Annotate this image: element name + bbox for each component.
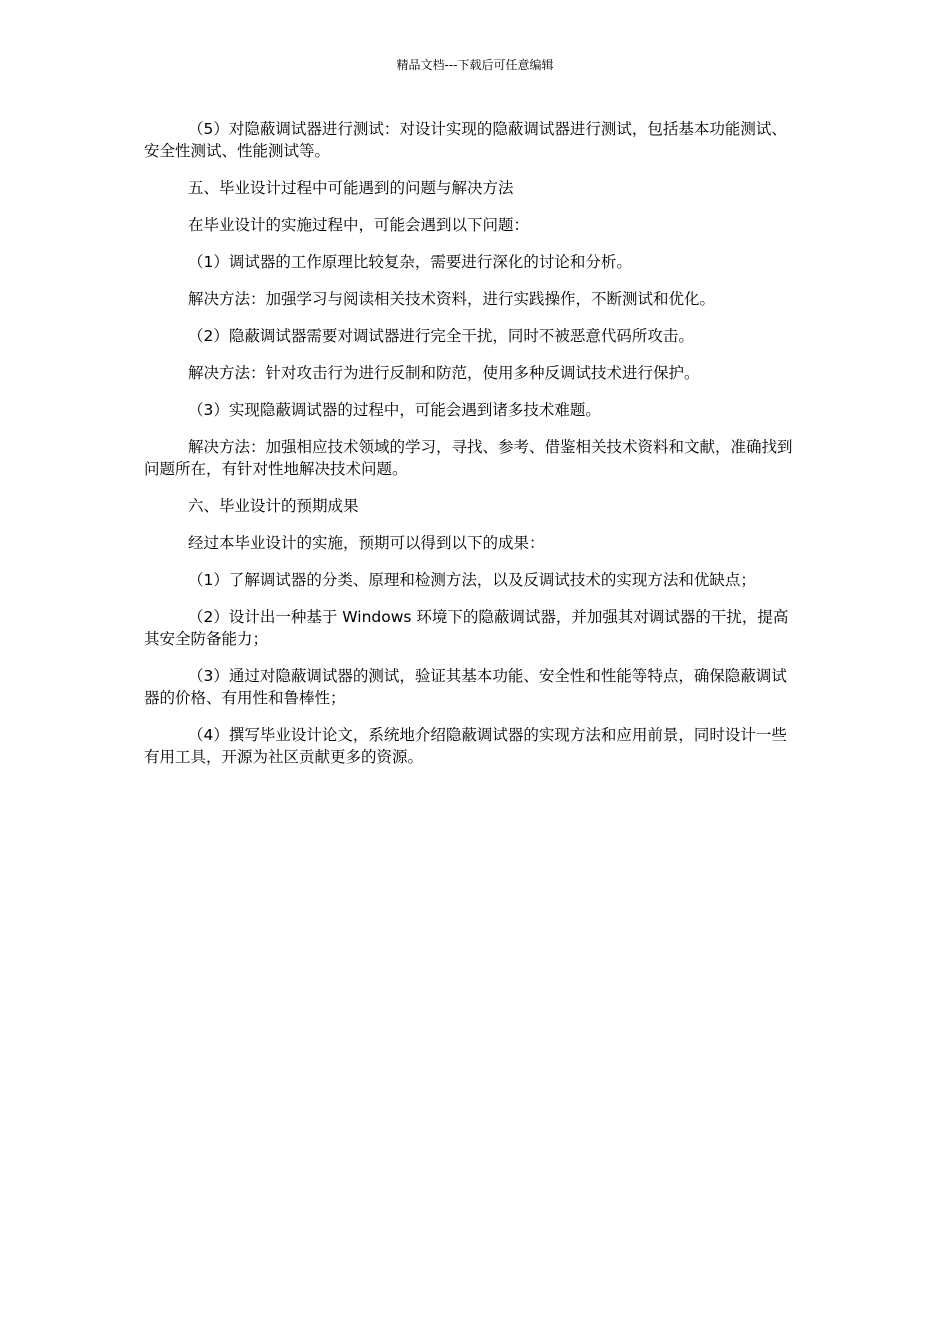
section-heading-outcomes: 六、毕业设计的预期成果 [188,497,359,515]
outcome-4: （4）撰写毕业设计论文，系统地介绍隐蔽调试器的实现方法和应用前景，同时设计一些有用工具，开源为社区贡献更多的资源。 [144,726,787,766]
document-body [144,118,800,783]
page-header: 精品文档---下载后可任意编辑 [396,58,554,72]
outcome-2: （2）设计出一种基于 Windows 环境下的隐蔽调试器，并加强其对调试器的干扰，提高其安全防备能力； [144,608,789,648]
problem-3: （3）实现隐蔽调试器的过程中，可能会遇到诸多技术难题。 [188,401,601,419]
problem-1: （1）调试器的工作原理比较复杂，需要进行深化的讨论和分析。 [188,253,632,271]
solution-1: 解决方法：加强学习与阅读相关技术资料，进行实践操作，不断测试和优化。 [188,290,716,308]
paragraph-problems-intro: 在毕业设计的实施过程中，可能会遇到以下问题： [188,216,530,234]
problem-2: （2）隐蔽调试器需要对调试器进行完全干扰，同时不被恶意代码所攻击。 [188,327,694,345]
section-heading-problems: 五、毕业设计过程中可能遇到的问题与解决方法 [188,179,514,197]
outcome-3: （3）通过对隐蔽调试器的测试，验证其基本功能、安全性和性能等特点，确保隐蔽调试器的价格、有用性和鲁棒性； [144,667,787,707]
solution-3: 解决方法：加强相应技术领域的学习，寻找、参考、借鉴相关技术资料和文献，准确找到问题所在，有针对性地解决技术问题。 [144,438,793,478]
outcome-1: （1）了解调试器的分类、原理和检测方法，以及反调试技术的实现方法和优缺点； [188,571,756,589]
paragraph-outcomes-intro: 经过本毕业设计的实施，预期可以得到以下的成果： [188,534,545,552]
solution-2: 解决方法：针对攻击行为进行反制和防范，使用多种反调试技术进行保护。 [188,364,700,382]
paragraph-step-5: （5）对隐蔽调试器进行测试：对设计实现的隐蔽调试器进行测试，包括基本功能测试、安全性测试、性能测试等。 [144,120,787,160]
